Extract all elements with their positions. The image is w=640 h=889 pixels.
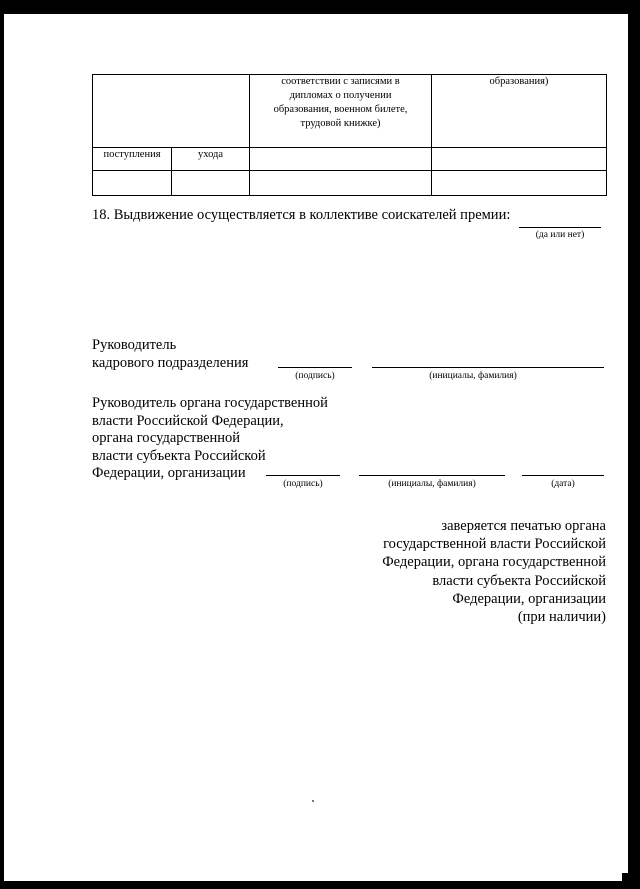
scan-speck [312,800,314,802]
hr-name-line [372,367,604,368]
table-cell [93,171,172,196]
org-signature-line [266,475,340,476]
subheader-entry: поступления [93,148,172,171]
table-header-cell-dates [93,75,250,148]
table-cell [250,148,432,171]
table-cell [172,171,250,196]
item-18-caption: (да или нет) [535,230,585,240]
seal-line: Федерации, организации [452,590,606,607]
table-cell [250,171,432,196]
org-head-label [92,395,328,483]
seal-line: Федерации, органа государственной [382,554,606,571]
org-date-caption: (дата) [551,479,575,489]
header-line: дипломах о получении [289,90,392,101]
label-line: власти Российской Федерации, [92,412,284,429]
hr-name-caption: (инициалы, фамилия) [429,371,517,381]
employment-table [92,74,607,196]
subheader-exit: ухода [172,148,250,171]
table-subheader-row [93,148,607,171]
hr-signature-line [278,367,352,368]
seal-line: власти субъекта Российской [432,572,606,589]
scan-edge-top [0,0,640,14]
scan-edge-left [0,0,4,889]
table-cell [432,171,607,196]
table-row [93,171,607,196]
seal-line: (при наличии) [517,609,606,626]
table-header-row [93,75,607,148]
org-name-line [359,475,505,476]
label-line: кадрового подразделения [92,354,249,371]
label-line: органа государственной [92,430,241,446]
label-line: власти субъекта Российской [92,447,266,464]
header-line: соответствии с записями в [281,76,400,87]
seal-line: государственной власти Российской [383,536,606,553]
scan-edge-corner [622,873,628,881]
header-line: образования) [489,76,549,87]
table-cell [432,148,607,171]
org-name-caption: (инициалы, фамилия) [388,479,476,489]
hr-signature-caption: (подпись) [295,371,335,381]
label-line: Руководитель органа государственной [92,395,328,411]
table-header-cell-location [432,75,607,148]
item-18-answer-line [519,227,601,228]
org-signature-caption: (подпись) [283,479,323,489]
seal-note [382,517,606,626]
scan-edge-right [628,0,640,889]
scan-edge-bottom [0,881,640,889]
org-date-line [522,475,604,476]
header-line: образования, военном билете, [273,104,408,115]
header-line: трудовой книжке) [300,118,381,129]
table-header-cell-position [250,75,432,148]
seal-line: заверяется печатью органа [441,518,606,534]
label-line: Руководитель [92,337,177,353]
label-line: Федерации, организации [92,465,246,481]
item-18-text: 18. Выдвижение осуществляется в коллективе соискателей премии: [92,207,511,223]
hr-head-label [92,337,248,372]
